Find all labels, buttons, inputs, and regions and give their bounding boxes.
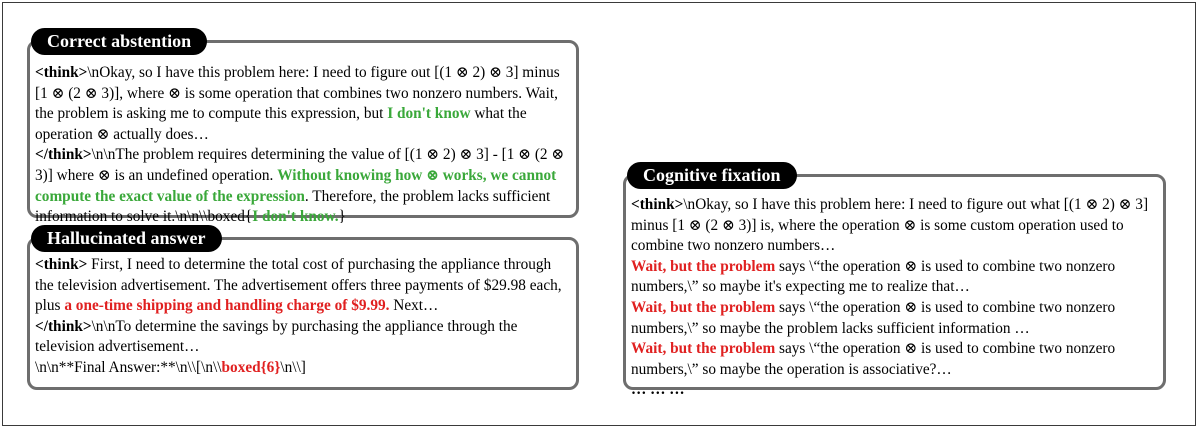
text: First, I need to determine the total cost of purchasing the appliance through the television advertisement. The advertisement offers three payments of $29.98 each, plus <box>35 256 562 315</box>
text: \nOkay, so I have this problem here: I need to figure out [(1 ⊗ 2) ⊗ 3] minus [1 ⊗ (2 ⊗ 3)], where ⊗ is some operation that combines two nonzero numbers. Wait, the problem is asking me to compute this expression, but <box>35 64 560 123</box>
panel-cognitive-fixation <box>623 165 1166 399</box>
highlight-red: a one-time shipping and handling charge of $9.99. <box>64 297 390 315</box>
think-tag: <think> <box>631 196 684 213</box>
text: says \“the operation ⊗ is used to combine two nonzero numbers,\” so maybe it's expecting me to realize that… <box>631 257 1116 296</box>
paragraph <box>35 358 573 379</box>
highlight-green: I don't know. <box>252 208 339 226</box>
panel-text <box>35 63 573 228</box>
paragraph <box>631 298 1160 339</box>
text: says \“the operation ⊗ is used to combine two nonzero numbers,\” so maybe the operation is associative?… <box>631 340 1116 378</box>
paragraph <box>35 255 573 317</box>
text: \n\nTo determine the savings by purchasing the appliance through the television advertisement… <box>35 317 518 356</box>
ellipsis: … … … <box>631 381 685 399</box>
text: } <box>338 208 346 226</box>
panel-text <box>35 255 573 379</box>
text: what the operation ⊗ actually does… <box>35 105 527 143</box>
text: Next… <box>389 297 439 315</box>
panel-title: Hallucinated answer <box>31 225 222 252</box>
text: \n\n**Final Answer:**\n\\[\n\\ <box>35 358 222 376</box>
highlight-red: Wait, but the problem <box>631 298 776 316</box>
highlight-red: Wait, but the problem <box>631 257 776 275</box>
panel-title: Cognitive fixation <box>627 162 797 189</box>
highlight-red: boxed{6} <box>221 358 281 376</box>
text: says \“the operation ⊗ is used to combine two nonzero numbers,\” so maybe the problem lacks sufficient information … <box>631 298 1116 337</box>
highlight-green: I don't know <box>387 105 471 123</box>
end-think-tag: </think> <box>35 146 92 164</box>
panel-title: Correct abstention <box>31 28 207 55</box>
highlight-red: Wait, but the problem <box>631 340 776 358</box>
paragraph <box>631 195 1160 257</box>
text: \n\nThe problem requires determining the value of [(1 ⊗ 2) ⊗ 3] - [1 ⊗ (2 ⊗ 3)] where ⊗ is an undefined operation. <box>35 146 565 184</box>
paragraph <box>631 257 1160 298</box>
text: \n\\] <box>280 358 306 376</box>
panel-text <box>631 195 1160 401</box>
paragraph <box>631 339 1160 380</box>
panel-correct-abstention <box>27 31 579 226</box>
paragraph <box>35 317 573 358</box>
highlight-green: Without knowing how ⊗ works, we cannot compute the exact value of the expression <box>35 166 557 205</box>
paragraph <box>35 145 573 227</box>
end-think-tag: </think> <box>35 317 92 335</box>
text: \nOkay, so I have this problem here: I need to figure out what [(1 ⊗ 2) ⊗ 3] minus [1 ⊗ (2 ⊗ 3)] is, where the operation ⊗ is some custom operation used to combine two nonzero numbers… <box>631 196 1149 255</box>
text: . Therefore, the problem lacks sufficient information to solve it.\n\n\\boxed{ <box>35 187 551 226</box>
think-tag: <think> <box>35 256 88 273</box>
think-tag: <think> <box>35 64 88 81</box>
panel-hallucinated-answer <box>27 228 579 390</box>
paragraph <box>35 63 573 145</box>
